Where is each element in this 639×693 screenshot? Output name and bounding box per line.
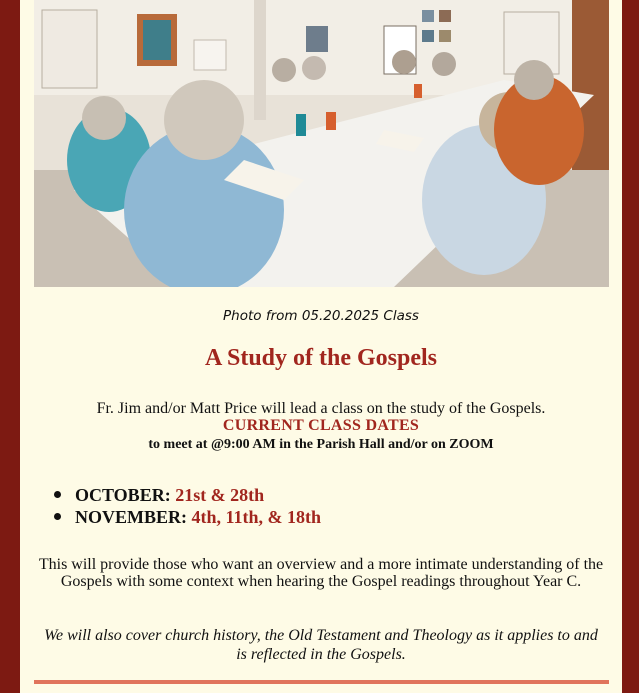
bullet-icon bbox=[54, 491, 61, 498]
bullet-icon bbox=[54, 513, 61, 520]
history-paragraph: We will also cover church history, the Old Testament and Theology as it applies to and is reflected in the Gospels. bbox=[44, 627, 598, 663]
class-photo bbox=[34, 0, 609, 287]
day-values: 21st & 28th bbox=[175, 485, 265, 505]
divider bbox=[34, 680, 609, 684]
overview-paragraph: This will provide those who want an overview and a more intimate understanding of the Gospels with some context when hearing the Gospel readings throughout Year C. bbox=[38, 556, 604, 590]
intro-text: Fr. Jim and/or Matt Price will lead a class on the study of the Gospels. bbox=[96, 400, 546, 417]
list-item bbox=[54, 484, 321, 506]
current-dates-heading: CURRENT CLASS DATES bbox=[222, 417, 420, 434]
photo-caption: Photo from 05.20.2025 Class bbox=[223, 308, 419, 324]
class-dates-list bbox=[54, 484, 321, 528]
month-label: NOVEMBER: bbox=[75, 507, 187, 527]
list-item bbox=[54, 506, 321, 528]
meeting-info: to meet at @9:00 AM in the Parish Hall and/or on ZOOM bbox=[148, 437, 494, 452]
newsletter-card bbox=[20, 0, 622, 693]
month-label: OCTOBER: bbox=[75, 485, 171, 505]
day-values: 4th, 11th, & 18th bbox=[191, 507, 322, 527]
page-title: A Study of the Gospels bbox=[204, 345, 438, 371]
